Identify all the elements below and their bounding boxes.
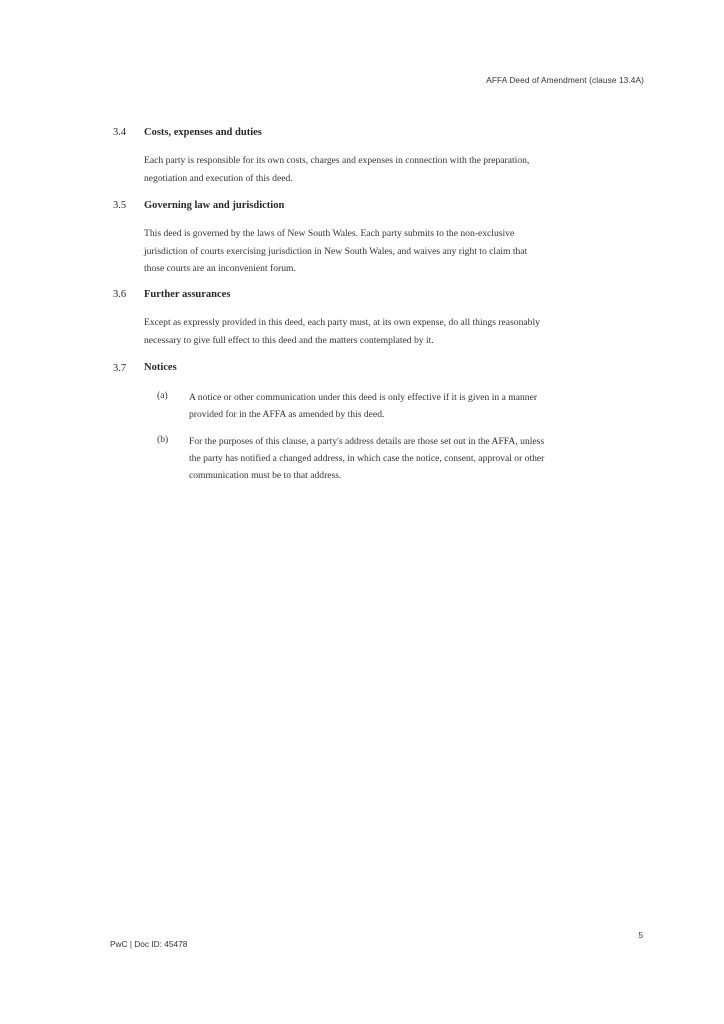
body-line: the party has notified a changed address, in which case the notice, consent, approval or other [189, 453, 545, 464]
body-line: negotiation and execution of this deed. [144, 172, 293, 184]
page-number: 5 [638, 930, 643, 940]
body-line: jurisdiction of courts exercising jurisdiction in New South Wales, and waives any right to claim that [144, 245, 528, 257]
body-line: Except as expressly provided in this deed, each party must, at its own expense, do all things reasonably [144, 317, 540, 328]
footer-doc-ref: PwC | Doc ID: 45478 [110, 939, 188, 949]
section-number: 3.7 [113, 363, 127, 374]
body-line: A notice or other communication under this deed is only effective if it is given in a manner [189, 392, 538, 403]
running-header: AFFA Deed of Amendment (clause 13.4A) [486, 75, 644, 85]
section-number: 3.5 [113, 200, 127, 211]
subclause-body [189, 389, 649, 423]
section-number: 3.6 [113, 289, 127, 300]
body-line: necessary to give full effect to this deed and the matters contemplated by it. [144, 334, 434, 346]
body-line: Each party is responsible for its own costs, charges and expenses in connection with the preparation, [144, 155, 530, 166]
subclause-label: (b) [157, 434, 169, 445]
body-line: This deed is governed by the laws of New South Wales. Each party submits to the non-exclusive [144, 228, 515, 239]
section-number: 3.4 [113, 127, 127, 138]
section-body [144, 152, 644, 187]
section-body [144, 225, 644, 278]
subclause-label: (a) [157, 390, 168, 401]
body-line: provided for in the AFFA as amended by this deed. [189, 409, 385, 420]
section-title: Governing law and jurisdiction [144, 200, 285, 211]
section-title: Costs, expenses and duties [144, 127, 262, 138]
body-line: communication must be to that address. [189, 470, 342, 481]
body-line: For the purposes of this clause, a party's address details are those set out in the AFFA, unless [189, 436, 545, 447]
section-title: Notices [144, 362, 177, 373]
body-line: those courts are an inconvenient forum. [144, 263, 296, 274]
subclause-body [189, 433, 649, 484]
section-title: Further assurances [144, 289, 231, 300]
section-body [144, 314, 644, 349]
